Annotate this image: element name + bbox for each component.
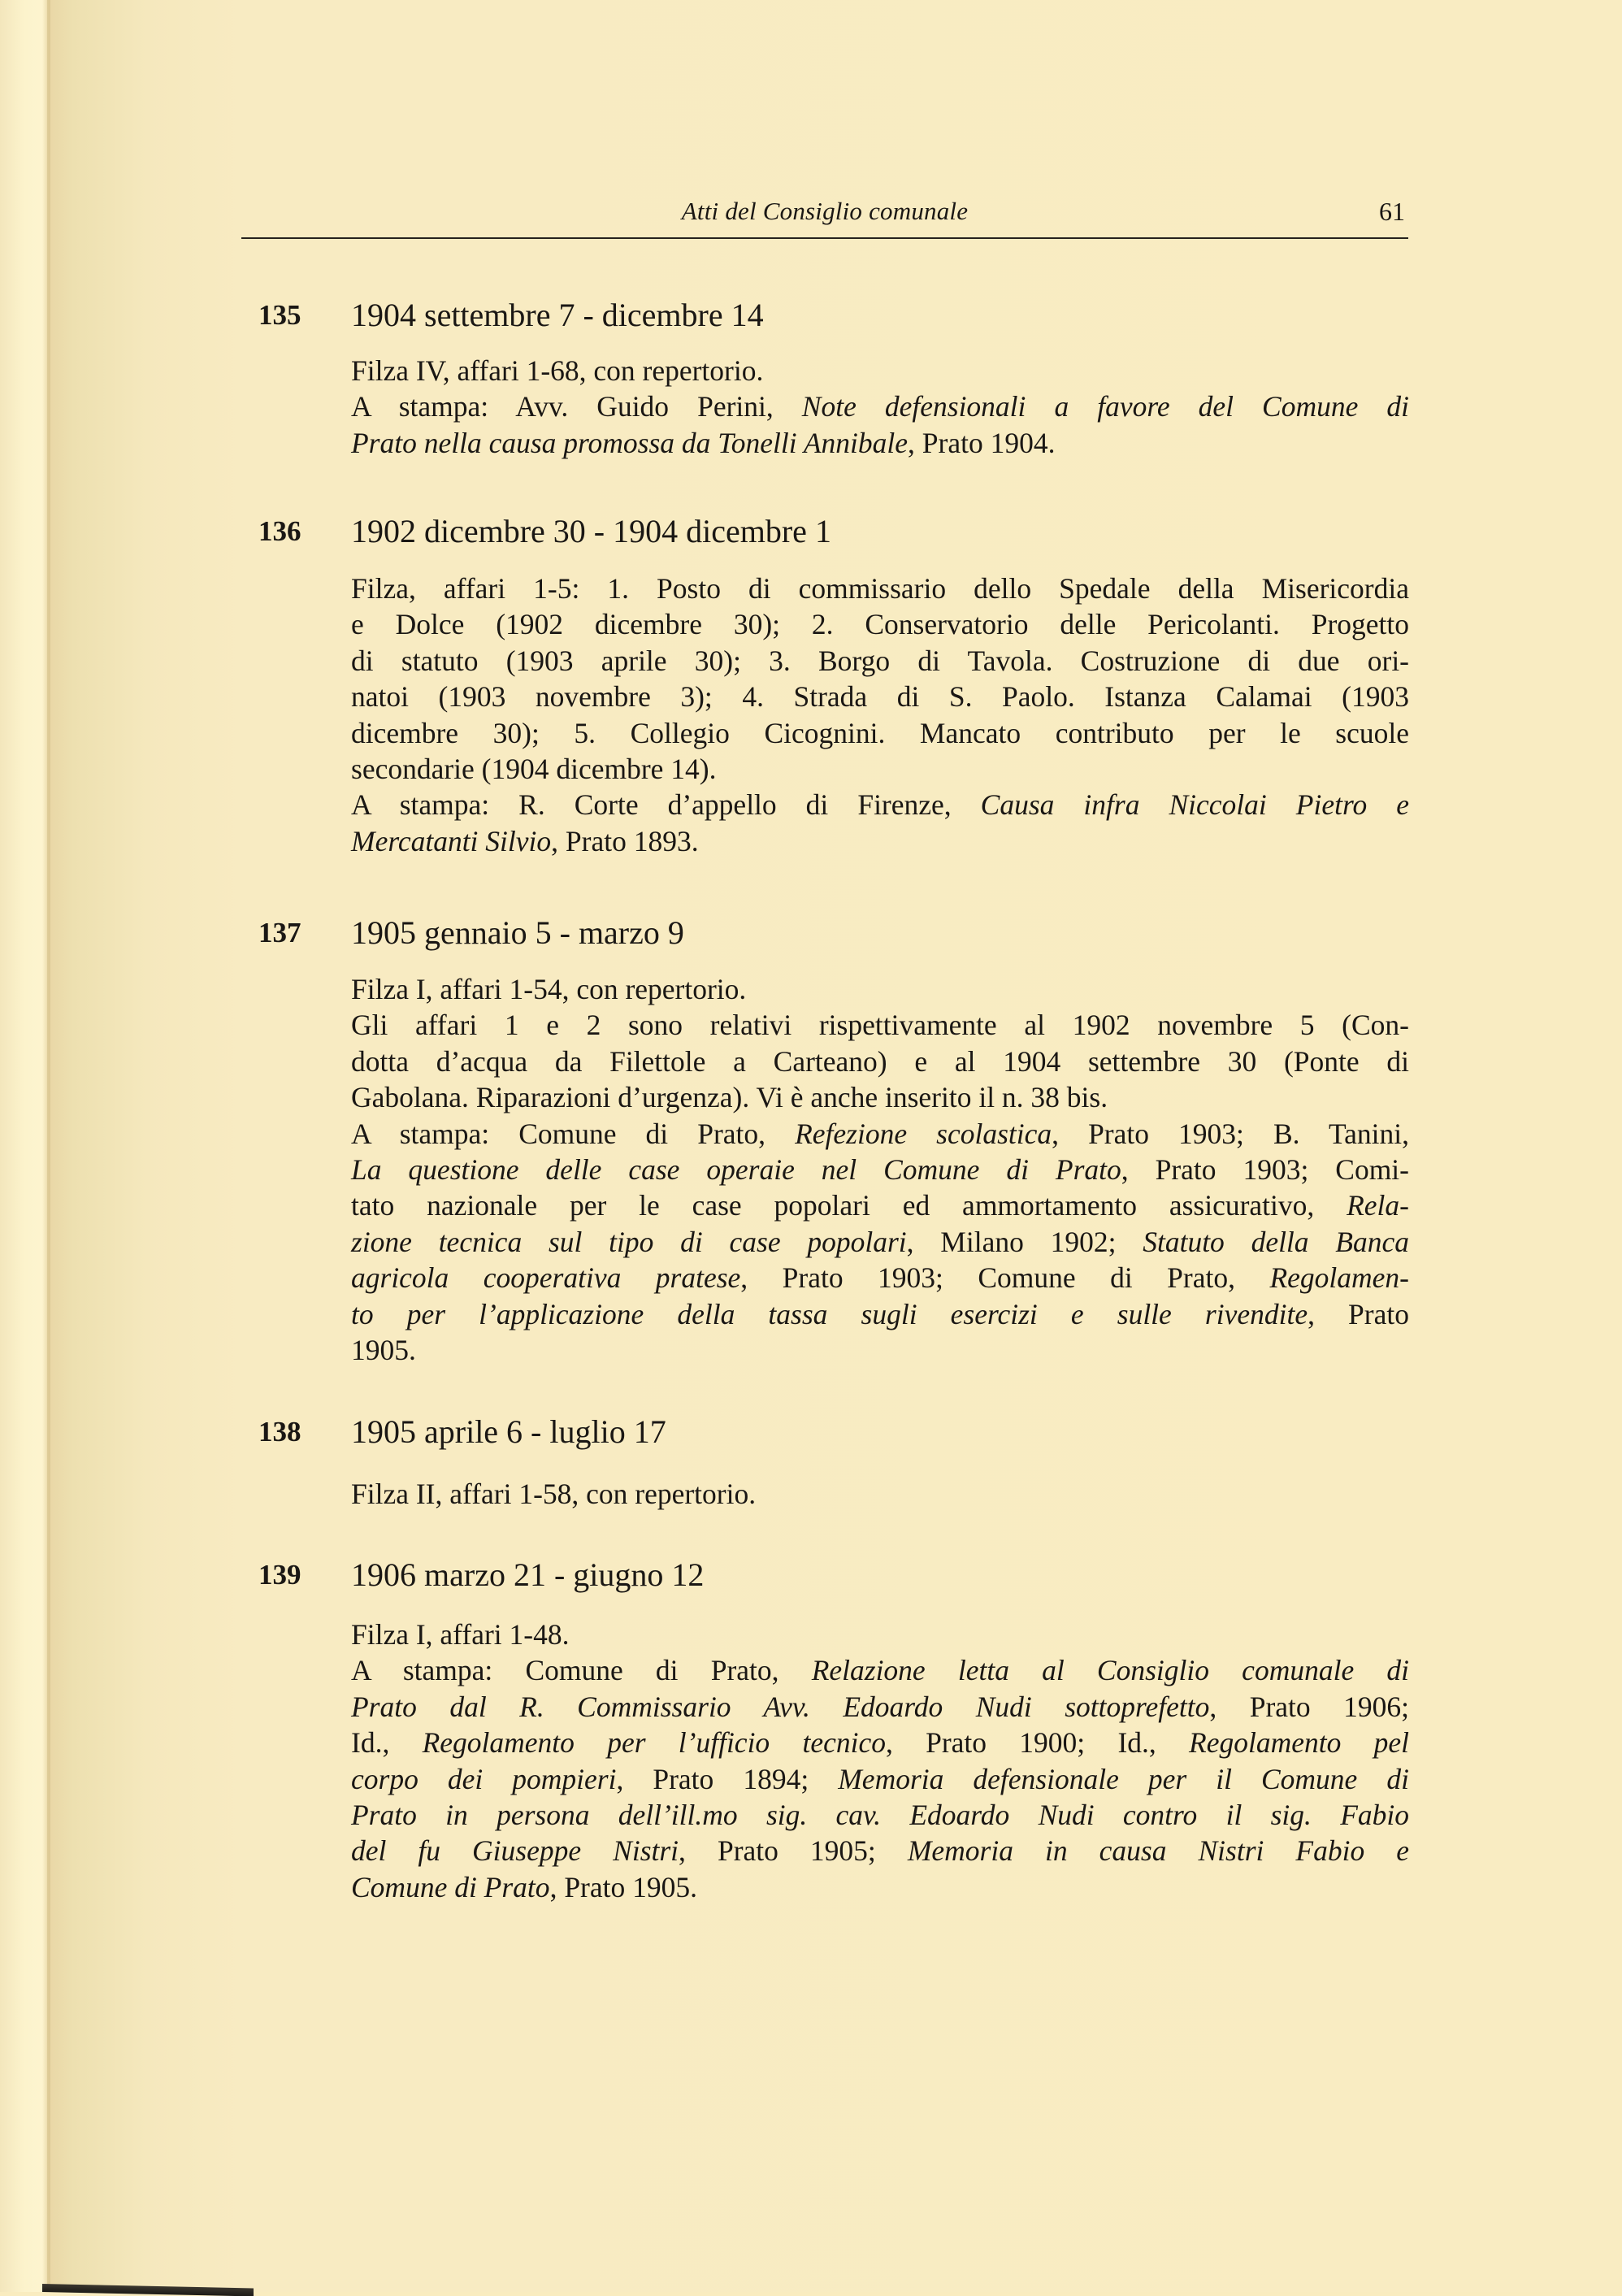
body-line xyxy=(351,1260,1409,1296)
italic-title-text: agricola cooperativa pratese xyxy=(351,1261,741,1295)
italic-title-text: Causa infra Niccolai Pietro e xyxy=(980,788,1409,822)
body-line xyxy=(351,1116,1409,1152)
italic-title-text: Prato dal R. Commissario Avv. Edoardo Nudi sottoprefetto xyxy=(351,1690,1210,1723)
italic-title-text: Memoria in causa Nistri Fabio e xyxy=(907,1834,1409,1868)
body-text: , Prato 1904. xyxy=(908,426,1056,459)
body-line xyxy=(351,1689,1409,1725)
italic-title-text: to per l’applicazione della tassa sugli esercizi e sulle rivendite xyxy=(351,1297,1308,1330)
body-text: A stampa: R. Corte d’appello di Firenze, xyxy=(351,788,981,822)
body-text: Filza I, affari 1-54, con repertorio. xyxy=(351,973,747,1005)
entry-date: 1904 settembre 7 - dicembre 14 xyxy=(351,297,764,333)
entry-body xyxy=(351,1476,1409,1512)
entry-body xyxy=(351,971,1409,1368)
body-text: e Dolce (1902 dicembre 30); 2. Conservatorio delle Pericolanti. Progetto xyxy=(351,608,1409,641)
entry-date: 1905 aprile 6 - luglio 17 xyxy=(351,1413,666,1450)
body-text: , Prato 1903; B. Tanini, xyxy=(1052,1117,1410,1150)
body-line xyxy=(351,1652,1409,1688)
header-rule xyxy=(241,237,1408,239)
body-line xyxy=(351,1617,1409,1652)
body-text: A stampa: Avv. Guido Perini, xyxy=(351,390,802,423)
body-text: tato nazionale per le case popolari ed ammortamento assicurativo, xyxy=(351,1189,1347,1222)
body-text: Gli affari 1 e 2 sono relativi rispettivamente al 1902 novembre 5 (Con- xyxy=(351,1009,1409,1042)
entry-body xyxy=(351,1617,1409,1905)
italic-title-text: Prato in persona dell’ill.mo sig. cav. Edoardo Nudi contro il sig. Fabio xyxy=(351,1799,1409,1832)
italic-title-text: Statuto della Banca xyxy=(1143,1225,1410,1258)
body-line xyxy=(351,388,1409,424)
entry-date: 1906 marzo 21 - giugno 12 xyxy=(351,1556,705,1593)
body-text: Filza IV, affari 1-68, con repertorio. xyxy=(351,354,764,387)
italic-title-text: Comune di Prato xyxy=(351,1870,550,1903)
body-line xyxy=(351,751,1409,787)
body-line xyxy=(351,353,1409,388)
entry-number: 137 xyxy=(258,917,301,948)
body-line xyxy=(351,1007,1409,1043)
body-line xyxy=(351,643,1409,679)
body-text: , Prato 1905. xyxy=(549,1870,697,1903)
body-line xyxy=(351,1332,1409,1368)
body-line xyxy=(351,1044,1409,1079)
running-title: Atti del Consiglio comunale xyxy=(681,197,969,225)
body-text: Filza I, affari 1-48. xyxy=(351,1618,570,1651)
body-text: Gabolana. Riparazioni d’urgenza). Vi è anche inserito il n. 38 bis. xyxy=(351,1081,1108,1114)
body-line xyxy=(351,425,1409,461)
body-text: di statuto (1903 aprile 30); 3. Borgo di Tavola. Costruzione di due ori- xyxy=(351,644,1409,677)
body-line xyxy=(351,1079,1409,1115)
italic-title-text: Memoria defensionale per il Comune di xyxy=(838,1762,1409,1795)
entry-number: 139 xyxy=(258,1559,301,1591)
body-line xyxy=(351,1725,1409,1760)
body-line xyxy=(351,1152,1409,1187)
italic-title-text: La questione delle case operaie nel Comune di Prato xyxy=(351,1153,1121,1187)
italic-title-text: Relazione letta al Consiglio comunale di xyxy=(811,1654,1409,1687)
body-line xyxy=(351,1224,1409,1260)
entry-number: 135 xyxy=(258,299,301,331)
italic-title-text: Regolamen- xyxy=(1269,1261,1409,1295)
body-text: Filza II, affari 1-58, con repertorio. xyxy=(351,1478,757,1510)
entry-body xyxy=(351,353,1409,461)
body-text: , Prato xyxy=(1308,1297,1409,1330)
page-number: 61 xyxy=(1379,197,1405,226)
italic-title-text: corpo dei pompieri xyxy=(351,1762,617,1795)
body-line xyxy=(351,715,1409,751)
entry-body xyxy=(351,571,1409,859)
running-head xyxy=(241,193,1408,234)
book-spine-shadow xyxy=(47,0,50,2292)
body-line xyxy=(351,1833,1409,1868)
body-text: , Prato 1900; Id., xyxy=(885,1726,1190,1760)
body-line xyxy=(351,1476,1409,1512)
body-text: , Prato 1894; xyxy=(616,1762,839,1795)
body-text: secondarie (1904 dicembre 14). xyxy=(351,753,717,786)
italic-title-text: Refezione scolastica xyxy=(795,1117,1052,1150)
italic-title-text: Note defensionali a favore del Comune di xyxy=(801,390,1409,423)
body-text: dotta d’acqua da Filettole a Carteano) e al 1904 settembre 30 (Ponte di xyxy=(351,1044,1409,1078)
body-text: A stampa: Comune di Prato, xyxy=(351,1654,812,1687)
body-text: 1905. xyxy=(351,1334,416,1367)
body-text: dicembre 30); 5. Collegio Cicognini. Mancato contributo per le scuole xyxy=(351,716,1409,749)
italic-title-text: Mercatanti Silvio xyxy=(351,824,552,857)
body-text: , Prato 1903; Comune di Prato, xyxy=(740,1261,1270,1295)
body-line xyxy=(351,606,1409,642)
body-line xyxy=(351,1761,1409,1797)
body-text: natoi (1903 novembre 3); 4. Strada di S. Paolo. Istanza Calamai (1903 xyxy=(351,680,1409,714)
body-text: A stampa: Comune di Prato, xyxy=(351,1117,796,1150)
italic-title-text: Rela- xyxy=(1347,1189,1409,1222)
body-text: , Prato 1906; xyxy=(1209,1690,1409,1723)
body-line xyxy=(351,1187,1409,1223)
entry-number: 138 xyxy=(258,1416,301,1447)
body-text: , Prato 1893. xyxy=(551,824,699,857)
italic-title-text: Regolamento pel xyxy=(1189,1726,1410,1760)
body-line xyxy=(351,971,1409,1007)
body-line xyxy=(351,823,1409,859)
body-line xyxy=(351,1296,1409,1332)
italic-title-text: del fu Giuseppe Nistri xyxy=(351,1834,679,1868)
body-text: , Prato 1903; Comi- xyxy=(1121,1153,1409,1187)
body-text: Filza, affari 1-5: 1. Posto di commissario dello Spedale della Misericordia xyxy=(351,572,1409,605)
body-line xyxy=(351,1797,1409,1833)
entry-date: 1902 dicembre 30 - 1904 dicembre 1 xyxy=(351,513,831,549)
italic-title-text: zione tecnica sul tipo di case popolari xyxy=(351,1225,907,1258)
body-line xyxy=(351,679,1409,714)
italic-title-text: Prato nella causa promossa da Tonelli Annibale xyxy=(351,426,909,459)
body-line xyxy=(351,1869,1409,1905)
body-line xyxy=(351,571,1409,606)
entry-date: 1905 gennaio 5 - marzo 9 xyxy=(351,914,684,951)
body-text: , Milano 1902; xyxy=(906,1225,1143,1258)
entry-number: 136 xyxy=(258,515,301,547)
body-text: , Prato 1905; xyxy=(679,1834,908,1868)
body-text: Id., xyxy=(351,1726,423,1760)
italic-title-text: Regolamento per l’ufficio tecnico xyxy=(422,1726,886,1760)
body-line xyxy=(351,787,1409,822)
